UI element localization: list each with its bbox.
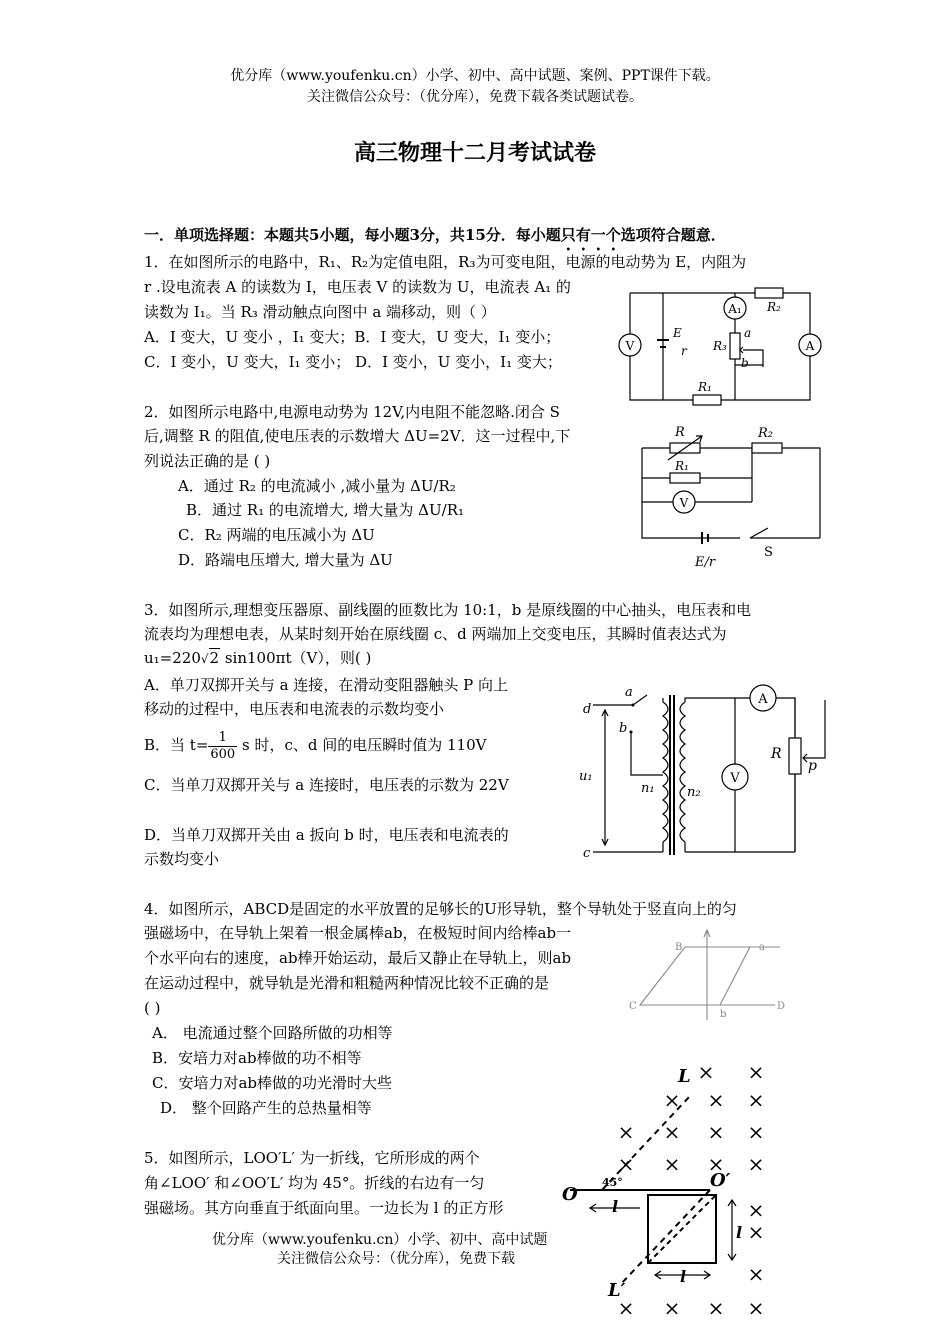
q3-transformer-figure [575,680,835,865]
q3-line-3: u₁=220√2 sin100πt（V），则( ) [144,649,372,667]
q1-fig-A: V [625,339,635,353]
q3-option-a-1: A．单刀双掷开关与 a 连接，在滑动变阻器触头 P 向上 [144,676,508,694]
q2-option-d: D．路端电压增大, 增大量为 ΔU [178,551,393,569]
q3-fig-c: c [583,846,591,861]
q4-fig-C: C [629,1001,637,1012]
q3-line-2: 流表均为理想电表，从某时刻开始在原线圈 c、d 两端加上交变电压，其瞬时值表达式为 [144,625,727,643]
field-cross: × [707,1296,725,1320]
field-cross: × [747,1088,765,1112]
section-heading: 一．单项选择题：本题共5小题，每小题3分，共15分．每小题只有一个选项符合题意． [144,226,726,244]
field-cross: × [617,1296,635,1320]
header-line-2: 关注微信公众号：（优分库），免费下载各类试题试卷。 [307,89,643,105]
q5-fig-angle: 45° [602,1176,623,1189]
q3-fig-d: d [583,702,592,717]
field-cross: × [747,1152,765,1176]
q3-fig-a: a [625,685,633,700]
q1-fig-R1: R₁ [698,380,712,394]
field-cross: × [747,1060,765,1084]
q3-fig-R: R [771,746,782,762]
q1-fig-E: E [673,326,682,340]
q2-line-1: 2．如图所示电路中,电源电动势为 12V,内电阻不能忽略.闭合 S [144,403,560,421]
field-cross: × [747,1198,765,1222]
q4-line-5: ( ) [144,999,161,1017]
q5-fig-O: O [562,1184,578,1205]
q1-fig-R3: R₃ [713,339,727,353]
q5-fig-L: L [678,1066,691,1087]
q2-fig-S: S [764,545,773,560]
field-cross: × [747,1262,765,1286]
section-heading-emphasis: 只有一个 [560,226,621,244]
q1-fig-A1: A₁ [728,302,742,316]
q4-rail-figure [625,925,795,1025]
field-cross: × [663,1152,681,1176]
footer-line-1: 优分库（www.youfenku.cn）小学、初中、高中试题 [212,1232,548,1248]
q2-option-c: C．R₂ 两端的电压减小为 ΔU [178,526,375,544]
q4-option-b: B．安培力对ab棒做的功不相等 [152,1049,362,1067]
field-cross: × [663,1120,681,1144]
q2-option-b: B．通过 R₁ 的电流增大, 增大量为 ΔU/R₁ [186,501,465,519]
q3-fig-V: V [730,771,740,786]
q5-line-3: 强磁场。其方向垂直于纸面向里。一边长为 l 的正方形 [144,1199,504,1217]
q1-line-3: 读数为 I₁。当 R₃ 滑动触点向图中 a 端移动，则（ ） [144,303,496,321]
q5-line-2: 角∠LOO′ 和∠OO′L′ 均为 45°。折线的右边有一匀 [144,1174,485,1192]
q2-option-a: A．通过 R₂ 的电流减小 ,减小量为 ΔU/R₂ [178,477,456,495]
field-cross: × [707,1152,725,1176]
field-cross: × [747,1220,765,1244]
q2-fig-R1: R₁ [675,459,689,473]
q4-fig-D: D [777,1001,786,1012]
field-cross: × [707,1120,725,1144]
field-cross: × [617,1152,635,1176]
q1-line-1: 1．在如图所示的电路中，R₁、R₂为定值电阻，R₃为可变电阻，电源的电动势为 E，内阻为 [144,253,747,271]
q3-fig-b: b [619,721,628,736]
q4-fig-b: b [720,1009,727,1020]
q5-fig-Op: O′ [710,1170,731,1191]
q5-magnetic-field-figure [560,1060,780,1320]
q5-line-1: 5．如图所示，LOO′L′ 为一折线，它所形成的两个 [144,1149,480,1167]
q3-option-d-1: D．当单刀双掷开关由 a 扳向 b 时，电压表和电流表的 [144,826,509,844]
field-cross: × [617,1120,635,1144]
q3-fraction: $\frac{1}{600}$ [210,729,236,762]
q3-option-b: B．当 t= $\frac{1}{600}$ s 时，c、d 间的电压瞬时值为 110V [144,729,487,762]
q1-fig-R2: R₂ [767,300,781,314]
q4-line-1: 4．如图所示，ABCD是固定的水平放置的足够长的U形导轨，整个导轨处于竖直向上的匀 [144,900,737,918]
q2-fig-R: R [675,425,685,440]
q1-circuit-figure [615,285,830,410]
q1-option-c-d: C．I 变小，U 变大，I₁ 变小； D．I 变小，U 变小，I₁ 变大； [144,353,562,371]
q4-line-2: 强磁场中，在导轨上架着一根金属棒ab，在极短时间内给棒ab一 [144,924,572,942]
header-line-1: 优分库（www.youfenku.cn）小学、初中、高中试题、案例、PPT课件下载。 [230,68,720,84]
q4-option-d: D． 整个回路产生的总热量相等 [160,1099,372,1117]
q4-fig-B: B [675,942,683,953]
q2-fig-R2: R₂ [758,426,773,441]
q2-line-2: 后,调整 R 的阻值,使电压表的示数增大 ΔU=2V．这一过程中,下 [144,427,571,445]
field-cross: × [697,1060,715,1084]
q4-option-c: C．安培力对ab棒做的功光滑时大些 [152,1074,393,1092]
q3-option-a-2: 移动的过程中，电压表和电流表的示数均变小 [144,700,445,718]
q3-fig-u1: u₁ [579,769,593,784]
q5-fig-Lp: L′ [608,1280,626,1301]
q2-line-3: 列说法正确的是 ( ) [144,452,271,470]
q4-option-a: A． 电流通过整个回路所做的功相等 [152,1024,393,1042]
q1-fig-A-right: A [805,339,815,353]
q5-fig-l-right: l [736,1223,743,1242]
q3-fig-n2: n₂ [687,785,701,800]
q5-fig-l-left: l [612,1197,619,1216]
q3-sqrt-value: 2 [209,649,220,667]
footer-line-2: 关注微信公众号：（优分库），免费下载 [277,1251,515,1267]
page-title: 高三物理十二月考试试卷 [353,140,596,166]
q5-fig-l-bottom: l [680,1267,687,1286]
q1-fig-a: a [744,326,752,340]
q3-line-1: 3．如图所示,理想变压器原、副线圈的匝数比为 10:1，b 是原线圈的中心抽头，电压表和电 [144,601,752,619]
field-cross: × [747,1296,765,1320]
q2-fig-Er: E/r [695,555,716,570]
q1-fig-b: b [741,356,749,370]
q3-fig-A: A [758,692,768,707]
field-cross: × [663,1296,681,1320]
field-cross: × [747,1120,765,1144]
q3-fig-n1: n₁ [641,781,655,796]
q4-fig-a: a [759,942,765,953]
q2-fig-V: V [679,496,689,510]
q4-line-3: 个水平向右的速度，ab棒开始运动，最后又静止在导轨上，则ab [144,949,572,967]
q3-fig-p: p [808,758,817,774]
q3-option-d-2: 示数均变小 [144,850,220,868]
q1-option-a-b: A．I 变大，U 变小 ，I₁ 变大；B．I 变大，U 变大，I₁ 变小； [144,328,561,346]
q1-fig-r: r [681,344,687,358]
field-cross: × [707,1088,725,1112]
q2-circuit-figure [640,420,825,570]
q3-option-c: C．当单刀双掷开关与 a 连接时，电压表的示数为 22V [144,776,509,794]
field-cross: × [663,1088,681,1112]
q4-line-4: 在运动过程中，就导轨是光滑和粗糙两种情况比较不正确的是 [144,974,550,992]
q1-line-2: r .设电流表 A 的读数为 I，电压表 V 的读数为 U，电流表 A₁ 的 [144,278,571,296]
